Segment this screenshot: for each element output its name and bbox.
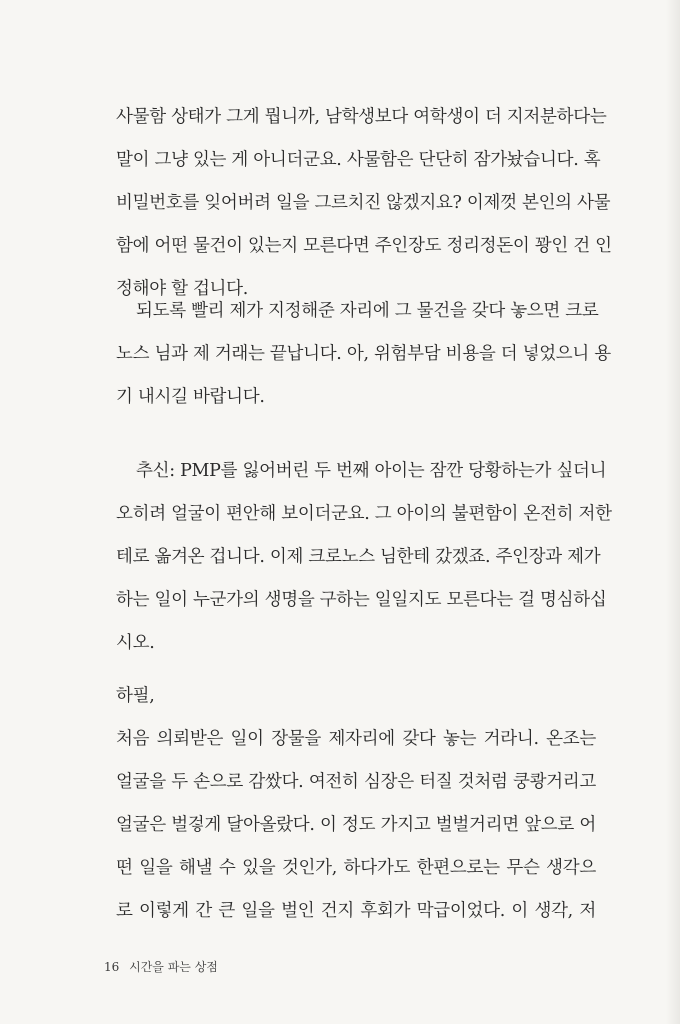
text-line: 하는 일이 누군가의 생명을 구하는 일일지도 모른다는 걸 명심하십 [116,590,607,610]
text-line: 비밀번호를 잊어버려 일을 그르치진 않겠지요? 이제껏 본인의 사물 [116,193,611,213]
text-line: 얼굴은 벌겋게 달아올랐다. 이 정도 가지고 벌벌거리면 앞으로 어 [116,815,596,835]
text-line: 테로 옮겨온 겁니다. 이제 크로노스 님한테 갔겠죠. 주인장과 제가 [116,547,601,567]
text-line: 사물함 상태가 그게 뭡니까, 남학생보다 여학생이 더 지저분하다는 [116,107,607,127]
page-number: 16 [104,960,120,974]
text-line: 처음 의뢰받은 일이 장물을 제자리에 갖다 놓는 거라니. 온조는 [116,729,596,749]
postscript-paragraph [116,450,612,665]
text-line: 오히려 얼굴이 편안해 보이더군요. 그 아이의 불편함이 온전히 저한 [116,504,612,524]
page-edge [666,0,680,1024]
text-line: 시오. [116,633,155,653]
paragraph-2 [116,290,611,419]
text-line: 얼굴을 두 손으로 감쌌다. 여전히 심장은 터질 것처럼 쿵쾅거리고 [116,772,596,792]
text-line: 노스 님과 제 거래는 끝납니다. 아, 위험부담 비용을 더 넣었으니 용 [116,344,611,364]
text-line: 추신: PMP를 잃어버린 두 번째 아이는 잠깐 당황하는가 싶더니 [136,461,607,481]
book-title: 시간을 파는 상점 [129,960,218,974]
text-line: 로 이렇게 간 큰 일을 벌인 건지 후회가 막급이었다. 이 생각, 저 [116,901,596,921]
text-line: 떤 일을 해낼 수 있을 것인가, 하다가도 한편으로는 무슨 생각으 [116,858,596,878]
text-line: 정해야 할 겁니다. [116,279,249,299]
text-line: 함에 어떤 물건이 있는지 모른다면 주인장도 정리정돈이 꽝인 건 인 [116,236,612,256]
text-line: 되도록 빨리 제가 지정해준 자리에 그 물건을 갖다 놓으면 크로 [136,301,599,321]
text-line: 기 내시길 바랍니다. [116,387,265,407]
narrative-paragraph [116,675,596,933]
text-line: 말이 그냥 있는 게 아니더군요. 사물함은 단단히 잠가놨습니다. 혹 [116,150,601,170]
page-footer [104,958,218,975]
text-line: 하필, [116,686,155,706]
